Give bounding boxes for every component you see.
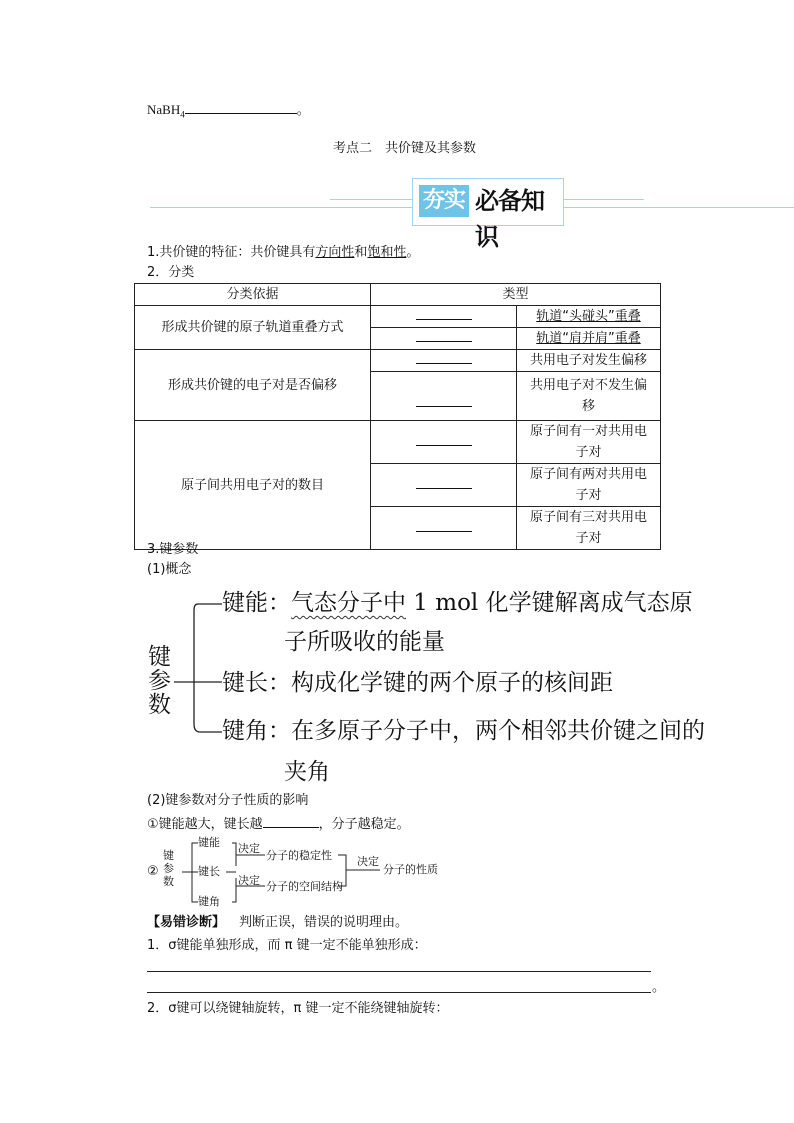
section-title: 考点二 共价键及其参数	[333, 141, 477, 156]
type-side-by-side: 轨道“肩并肩”重叠	[517, 328, 661, 350]
answer-blank	[416, 394, 472, 407]
root-char-1: 键	[148, 644, 171, 670]
answer-line	[147, 971, 651, 972]
type-single	[517, 421, 661, 464]
answer-cell	[371, 328, 517, 350]
answer-blank	[416, 433, 472, 446]
root-char-3: 数	[148, 692, 171, 718]
basis-overlap: 形成共价键的原子轨道重叠方式	[135, 306, 371, 350]
answer-cell	[371, 421, 517, 464]
effect-1	[147, 813, 410, 834]
classification-table	[134, 283, 661, 550]
header-type: 类型	[371, 284, 661, 306]
item-1-mid: 和	[354, 245, 368, 260]
bond-length	[222, 668, 613, 698]
effect-1-prefix: ①键能越大，键长越	[147, 817, 263, 832]
answer-cell	[371, 507, 517, 550]
bond-angle-label: 键角：	[222, 718, 291, 744]
flow-root-char-2: 参	[163, 862, 174, 875]
type-nonpolar-line2: 移	[582, 399, 596, 414]
answer-blank	[416, 519, 472, 532]
type-single-line2: 子对	[575, 445, 602, 460]
banner-tag: 夯实	[419, 185, 469, 217]
banner-text: 必备知识	[475, 187, 544, 251]
type-triple-line1: 原子间有三对共用电	[530, 510, 648, 525]
answer-period: 。	[652, 980, 666, 995]
diagnosis-title: 【易错诊断】	[147, 915, 226, 930]
bond-angle	[222, 716, 705, 746]
header-basis: 分类依据	[135, 284, 371, 306]
bond-energy	[222, 588, 693, 618]
bond-length-label: 键长：	[222, 670, 291, 696]
answer-blank	[263, 813, 319, 828]
flow-bond-angle: 键角	[198, 895, 220, 908]
type-polar: 共用电子对发生偏移	[517, 350, 661, 372]
type-triple-line2: 子对	[575, 531, 602, 546]
type-single-line1: 原子间有一对共用电	[530, 424, 648, 439]
flow-properties: 分子的性质	[383, 863, 438, 876]
basis-count: 原子间共用电子对的数目	[135, 421, 371, 550]
flow-decide-2: 决定	[238, 874, 260, 887]
period: 。	[296, 102, 310, 117]
banner-box	[412, 178, 564, 251]
answer-blank	[416, 351, 472, 364]
type-triple	[517, 507, 661, 550]
flow-root-char-1: 键	[163, 849, 174, 862]
bond-energy-wavy: 气态分子中	[291, 590, 406, 616]
answer-cell	[371, 372, 517, 421]
table-row	[135, 421, 661, 464]
bond-energy-text: 1 mol 化学键解离成气态原	[406, 590, 693, 616]
flow-stability: 分子的稳定性	[266, 849, 332, 862]
item-3: 3.键参数	[147, 542, 199, 557]
flow-bond-length: 键长	[198, 865, 220, 878]
type-nonpolar	[517, 372, 661, 421]
bond-energy-line2: 子所吸收的能量	[284, 629, 445, 655]
flow-number: ②	[147, 864, 159, 879]
sub-1: (1)概念	[147, 562, 192, 577]
answer-blank	[416, 307, 472, 320]
item-2: 2．分类	[147, 265, 195, 280]
flow-root-char-3: 数	[163, 875, 174, 888]
item-1-underline-1: 方向性	[315, 245, 355, 260]
table-row	[135, 306, 661, 328]
bond-length-text: 构成化学键的两个原子的核间距	[291, 670, 613, 696]
question-2: 2．σ键可以绕键轴旋转，π 键一定不能绕键轴旋转：	[147, 1001, 449, 1016]
nabh4-line	[147, 99, 310, 124]
table-row	[135, 350, 661, 372]
type-nonpolar-line1: 共用电子对不发生偏	[530, 378, 648, 393]
type-double-line2: 子对	[575, 488, 602, 503]
table-header-row	[135, 284, 661, 306]
root-char-2: 参	[148, 668, 171, 694]
diagnosis	[147, 914, 408, 932]
type-head-on: 轨道“头碰头”重叠	[517, 306, 661, 328]
flow-structure: 分子的空间结构	[266, 880, 343, 893]
bond-energy-label: 键能：	[222, 590, 291, 616]
answer-blank	[416, 476, 472, 489]
answer-cell	[371, 464, 517, 507]
answer-cell	[371, 350, 517, 372]
concept-root	[148, 645, 171, 717]
formula-text: NaBH	[147, 102, 181, 117]
answer-cell	[371, 306, 517, 328]
formula-subscript: 4	[180, 109, 185, 120]
type-double-line1: 原子间有两对共用电	[530, 467, 648, 482]
basis-shift: 形成共价键的电子对是否偏移	[135, 350, 371, 421]
effect-1-end: ，分子越稳定。	[318, 817, 410, 832]
item-1	[147, 244, 419, 262]
item-1-prefix: 1.共价键的特征：共价键具有	[147, 245, 316, 260]
item-1-end: 。	[406, 245, 420, 260]
banner-line-right	[562, 207, 794, 208]
flow-decide-1: 决定	[238, 842, 260, 855]
banner-line-left-upper	[330, 199, 412, 200]
banner-line-right-upper	[562, 199, 644, 200]
answer-blank	[416, 329, 472, 342]
flow-decide-3: 决定	[357, 855, 379, 868]
question-1: 1．σ键能单独形成，而 π 键一定不能单独形成：	[147, 938, 427, 953]
item-1-underline-2: 饱和性	[367, 245, 407, 260]
bond-angle-line2: 夹角	[284, 759, 330, 785]
type-double	[517, 464, 661, 507]
diagnosis-instruction: 判断正误，错误的说明理由。	[239, 915, 409, 930]
answer-blank	[185, 99, 297, 114]
answer-line	[147, 992, 651, 993]
sub-2: (2)键参数对分子性质的影响	[147, 793, 309, 808]
flow-bond-energy: 键能	[198, 836, 220, 849]
bond-angle-text: 在多原子分子中，两个相邻共价键之间的	[291, 718, 705, 744]
banner-line-left	[150, 207, 412, 208]
